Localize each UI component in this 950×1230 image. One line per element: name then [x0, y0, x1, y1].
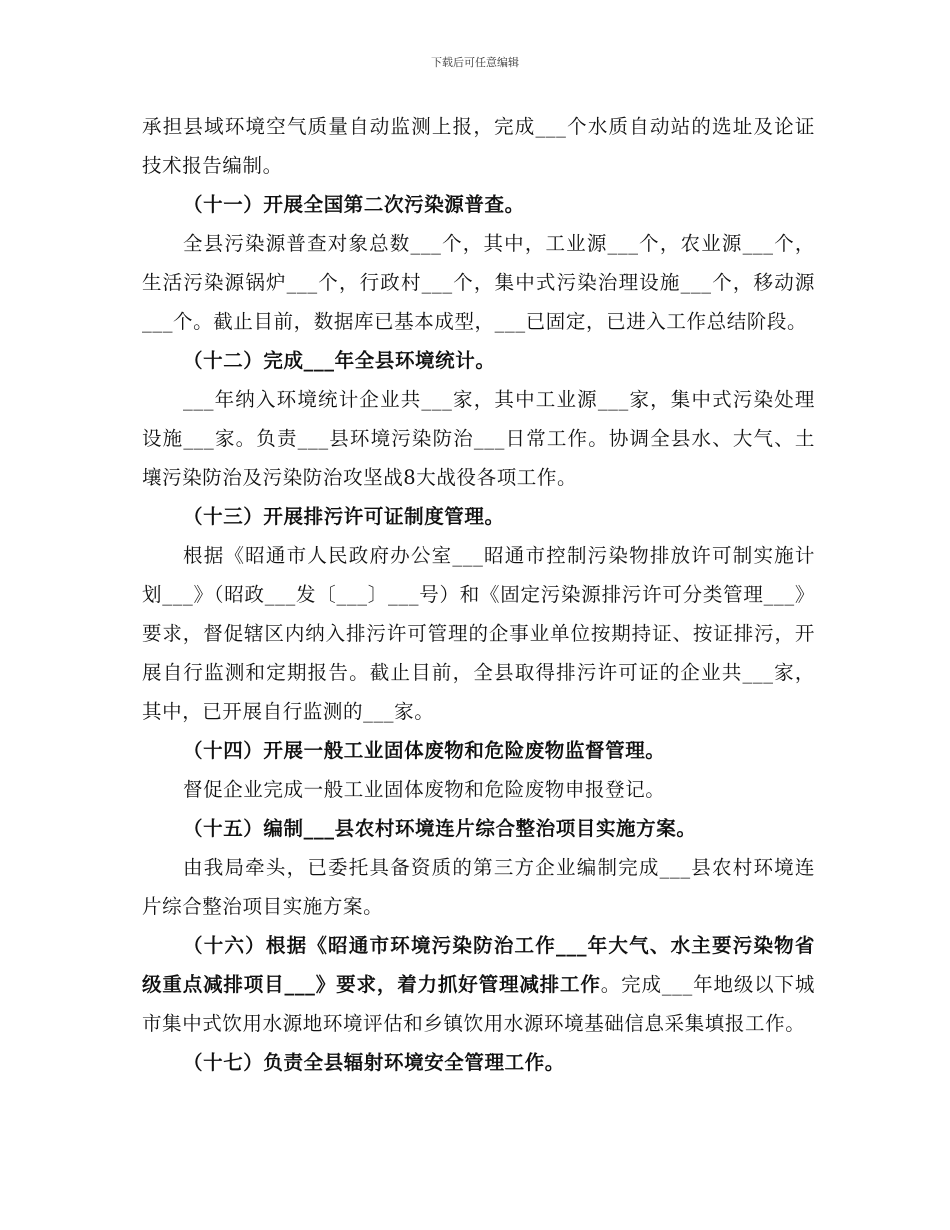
paragraph-emission-reduction-text: 。完成___年地级以下城市集中式饮用水源地环境评估和乡镇饮用水源环境基础信息采集填报工作。 [142, 973, 815, 1035]
section-heading-16: （十六）根据《昭通市环境污染防治工作___年大气、水主要污染物省级重点减排项目___》要求，着力抓好管理减排工作 [142, 934, 815, 996]
section-heading-14: （十四）开展一般工业固体废物和危险废物监督管理。 [183, 739, 666, 762]
paragraph-rural-plan: 由我局牵头，已委托具备资质的第三方企业编制完成___县农村环境连片综合整治项目实施方案。 [142, 856, 815, 918]
section-heading-13: （十三）开展排污许可证制度管理。 [183, 505, 505, 528]
paragraph-env-statistics: ___年纳入环境统计企业共___家，其中工业源___家，集中式污染处理设施___家。负责___县环境污染防治___日常工作。协调全县水、大气、土壤污染防治及污染防治攻坚战8大战役各项工作。 [142, 388, 815, 489]
section-heading-12: （十二）完成___年全县环境统计。 [183, 349, 496, 372]
section-heading-11: （十一）开展全国第二次污染源普查。 [183, 193, 525, 216]
page-header-note: 下载后可任意编辑 [431, 56, 519, 69]
document-body [142, 107, 815, 1082]
paragraph-permit-management: 根据《昭通市人民政府办公室___昭通市控制污染物排放许可制实施计划___》（昭政___发〔___〕___号）和《固定污染源排污许可分类管理___》要求，督促辖区内纳入排污许可管理的企事业单位按期持证、按证排污，开展自行监测和定期报告。截止目前，全县取得排污许可证的企业共___家，其中，已开展自行监测的___家。 [142, 544, 815, 723]
section-heading-15: （十五）编制___县农村环境连片综合整治项目实施方案。 [183, 817, 697, 840]
paragraph-pollution-census: 全县污染源普查对象总数___个，其中，工业源___个，农业源___个，生活污染源锅炉___个，行政村___个，集中式污染治理设施___个，移动源___个。截止目前，数据库已基本成型，___已固定，已进入工作总结阶段。 [142, 232, 815, 333]
paragraph-intro: 承担县域环境空气质量自动监测上报，完成___个水质自动站的选址及论证技术报告编制。 [142, 115, 815, 177]
paragraph-emission-reduction [142, 926, 815, 1043]
section-heading-17: （十七）负责全县辐射环境安全管理工作。 [183, 1051, 565, 1074]
paragraph-waste-registration: 督促企业完成一般工业固体废物和危险废物申报登记。 [183, 778, 666, 801]
